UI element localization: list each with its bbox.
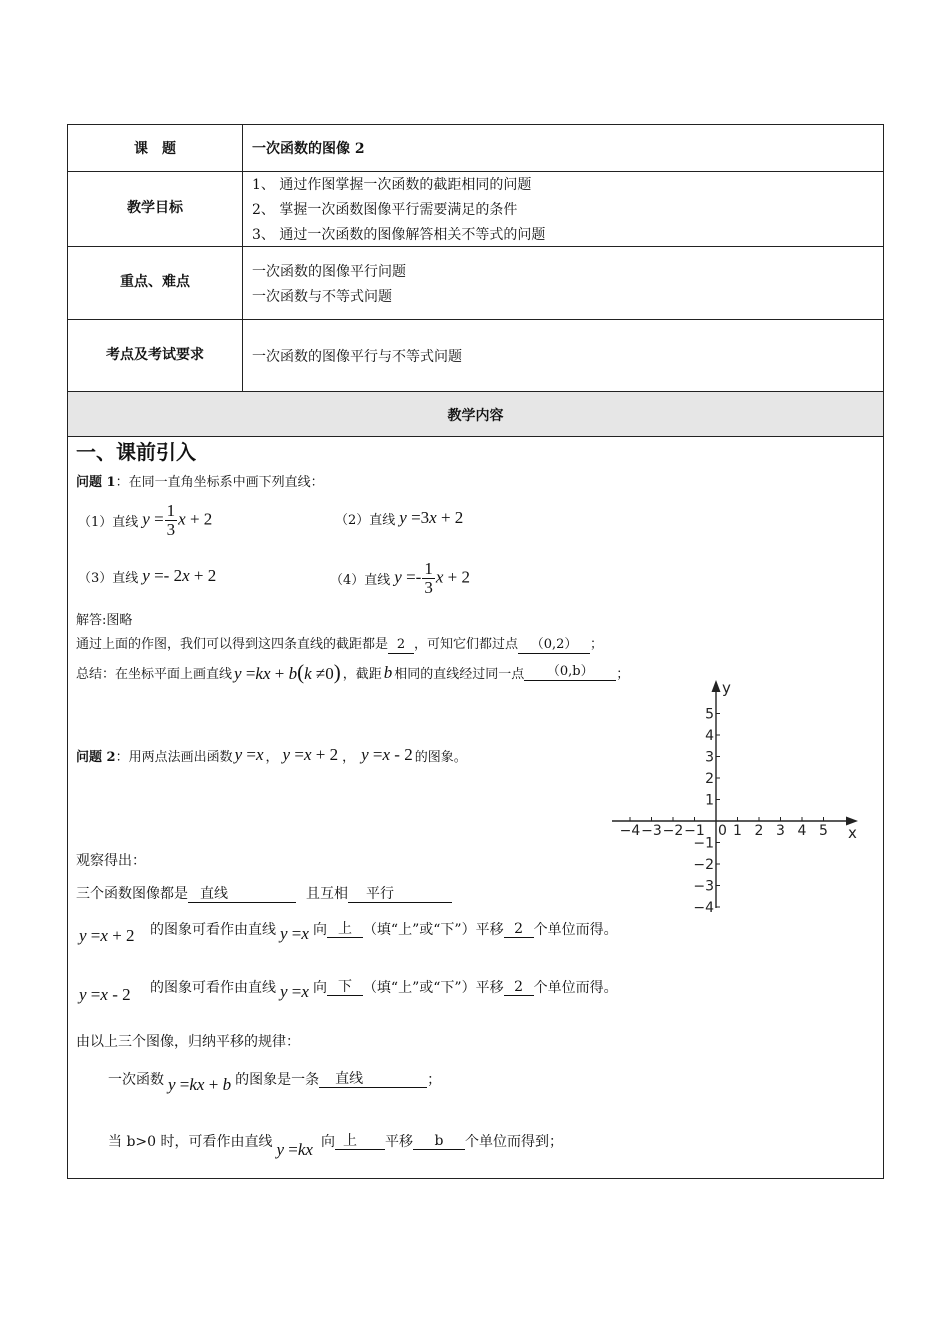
section-title: 一、课前引入 (76, 440, 196, 464)
x-tick-label: 5 (819, 823, 828, 839)
exam-value: 一次函数的图像平行与不等式问题 (252, 349, 462, 365)
line-3 (78, 566, 216, 586)
shift-1-text-c: （填“上”或“下”）平移 (362, 922, 504, 938)
shift-2-blank-2: 2 (504, 979, 534, 996)
shift-2-text-c: （填“上”或“下”）平移 (362, 980, 504, 996)
shift-1-line (150, 914, 618, 944)
question-1-text: ：在同一直角坐标系中画下列直线： (115, 475, 324, 490)
shift-1-blank-2: 2 (504, 921, 534, 938)
goal-2: 2、 掌握一次函数图像平行需要满足的条件 (252, 202, 518, 218)
key-point-2: 一次函数与不等式问题 (252, 289, 392, 305)
goal-3: 3、 通过一次函数的图像解答相关不等式的问题 (252, 227, 546, 243)
bpos-text-a: 当 b>0 时，可看作由直线 (108, 1134, 273, 1150)
y-axis-label: y (722, 679, 731, 697)
summary-blank: （0,b） (524, 664, 616, 681)
line-3-formula: y =- 2x + 2 (142, 566, 217, 585)
summary-text-a: 总结：在坐标平面上画直线 (76, 667, 233, 682)
three-blank-1: 直线 (188, 886, 296, 903)
y-tick-label: −1 (693, 835, 714, 852)
bpos-formula: y =kx (276, 1140, 313, 1159)
three-text-b: 且互相 (306, 886, 348, 902)
summary-b-var: b (383, 662, 393, 682)
x-tick-label: −2 (662, 823, 684, 839)
x-tick-label: −1 (684, 823, 705, 839)
through-text-b: ，可知它们都过点 (414, 637, 519, 652)
q2-sep-1: ， (265, 749, 279, 765)
through-text-a: 通过上面的作图，我们可以得到这四条直线的截距都是 (76, 637, 389, 652)
y-tick-label: −2 (693, 857, 714, 873)
shift-1-text-b: 向 (312, 922, 327, 938)
line-4-prefix: （4）直线 (330, 572, 391, 588)
y-tick-label: 1 (705, 792, 714, 809)
shift-1-func: y =x + 2 (79, 926, 135, 945)
y-tick-label: 4 (705, 728, 714, 744)
line-2-formula: y =3x + 2 (399, 508, 464, 527)
line-1-formula: y = $\frac{1}{3}$ x + 2 (142, 500, 213, 539)
through-text-c: ； (590, 637, 604, 652)
question-2-text: ：用两点法画出函数 (115, 749, 233, 765)
q2-end: 的图象。 (414, 749, 467, 765)
x-tick-label: 1 (733, 823, 742, 839)
line-1 (78, 496, 212, 544)
shift-1-blank-1: 上 (327, 921, 363, 938)
three-text-a: 三个函数图像都是 (76, 886, 188, 902)
line-2 (335, 508, 463, 528)
x-tick-label: −3 (641, 823, 662, 839)
bpos-blank-2: b (413, 1133, 465, 1150)
y-tick-label: 5 (705, 706, 714, 723)
y-tick-label: 3 (705, 749, 714, 766)
observe: 观察得出： (76, 853, 146, 869)
bpos-text-d: 个单位而得到； (464, 1134, 563, 1150)
x-tick-label: −4 (619, 823, 641, 839)
b-positive-line (108, 1122, 563, 1160)
induce: 由以上三个图像，归纳平移的规律： (76, 1034, 300, 1050)
through-blank-2: （0,2） (518, 637, 590, 654)
three-graphs-line (76, 883, 452, 903)
shift-2-text-a: 的图象可看作由直线 (150, 980, 276, 996)
line-3-prefix: （3）直线 (78, 570, 139, 586)
shift-2-func: y =x - 2 (79, 985, 131, 1004)
x-tick-label: 0 (718, 823, 727, 839)
through-line (76, 633, 603, 654)
linear-text-c: ； (427, 1072, 442, 1088)
line-4 (330, 554, 470, 602)
through-blank-1: 2 (388, 637, 414, 654)
y-tick-label: 2 (705, 771, 714, 787)
shift-2-base-func: y =x (280, 982, 309, 1001)
x-tick-label: 4 (797, 823, 807, 839)
summary-line (76, 660, 629, 685)
question-2-label: 问题 2 (76, 749, 116, 765)
bpos-blank-1: 上 (335, 1133, 385, 1150)
goal-1: 1、 通过作图掌握一次函数的截距相同的问题 (252, 177, 532, 193)
content-header: 教学内容 (447, 408, 504, 424)
shift-2-blank-1: 下 (327, 979, 363, 996)
y-axis-arrow (712, 680, 721, 692)
linear-text-a: 一次函数 (108, 1072, 164, 1088)
linear-formula: y =kx + b (168, 1075, 232, 1094)
line-4-formula: y =- $\frac{1}{3}$ x + 2 (394, 558, 470, 597)
summary-text-c: 相同的直线经过同一点 (394, 667, 525, 682)
x-tick-label: 2 (754, 823, 764, 839)
shift-2-text-d: 个单位而得。 (533, 980, 618, 996)
summary-text-b: ，截距 (342, 667, 382, 682)
summary-formula: y =kx + b(k ≠0) (234, 660, 341, 684)
bpos-text-b: 向 (320, 1134, 335, 1150)
linear-line (108, 1063, 441, 1095)
topic-label: 课 题 (134, 141, 176, 157)
exam-label: 考点及考试要求 (106, 347, 204, 363)
key-label: 重点、难点 (120, 274, 190, 290)
q2-func-1: y =x (234, 745, 264, 764)
shift-1-text-d: 个单位而得。 (533, 922, 618, 938)
topic-value: 一次函数的图像 2 (252, 141, 365, 157)
q2-sep-2: ， (342, 749, 356, 765)
line-1-prefix: （1）直线 (78, 514, 139, 530)
y-tick-label: −4 (693, 900, 714, 912)
q2-func-2: y =x + 2 (282, 745, 339, 764)
line-2-prefix: （2）直线 (335, 512, 396, 528)
shift-2-line (150, 972, 618, 1002)
shift-1-text-a: 的图象可看作由直线 (150, 922, 276, 938)
goals-label: 教学目标 (127, 200, 183, 216)
shift-2-text-b: 向 (312, 980, 327, 996)
answer: 解答:图略 (76, 613, 133, 628)
key-point-1: 一次函数的图像平行问题 (252, 264, 406, 280)
summary-text-d: ； (616, 667, 630, 682)
linear-text-b: 的图象是一条 (235, 1072, 320, 1088)
linear-blank: 直线 (319, 1071, 427, 1088)
x-tick-label: 3 (776, 823, 785, 839)
shift-1-base-func: y =x (280, 924, 309, 943)
question-1-label: 问题 1 (76, 475, 116, 490)
bpos-text-c: 平移 (384, 1134, 413, 1150)
coordinate-axes (600, 672, 870, 912)
q2-func-3: y =x - 2 (361, 745, 413, 764)
three-blank-2: 平行 (348, 886, 452, 903)
question-1 (76, 471, 324, 490)
x-axis-label: x (848, 824, 857, 842)
y-tick-label: −3 (693, 878, 714, 895)
question-2 (76, 745, 467, 765)
